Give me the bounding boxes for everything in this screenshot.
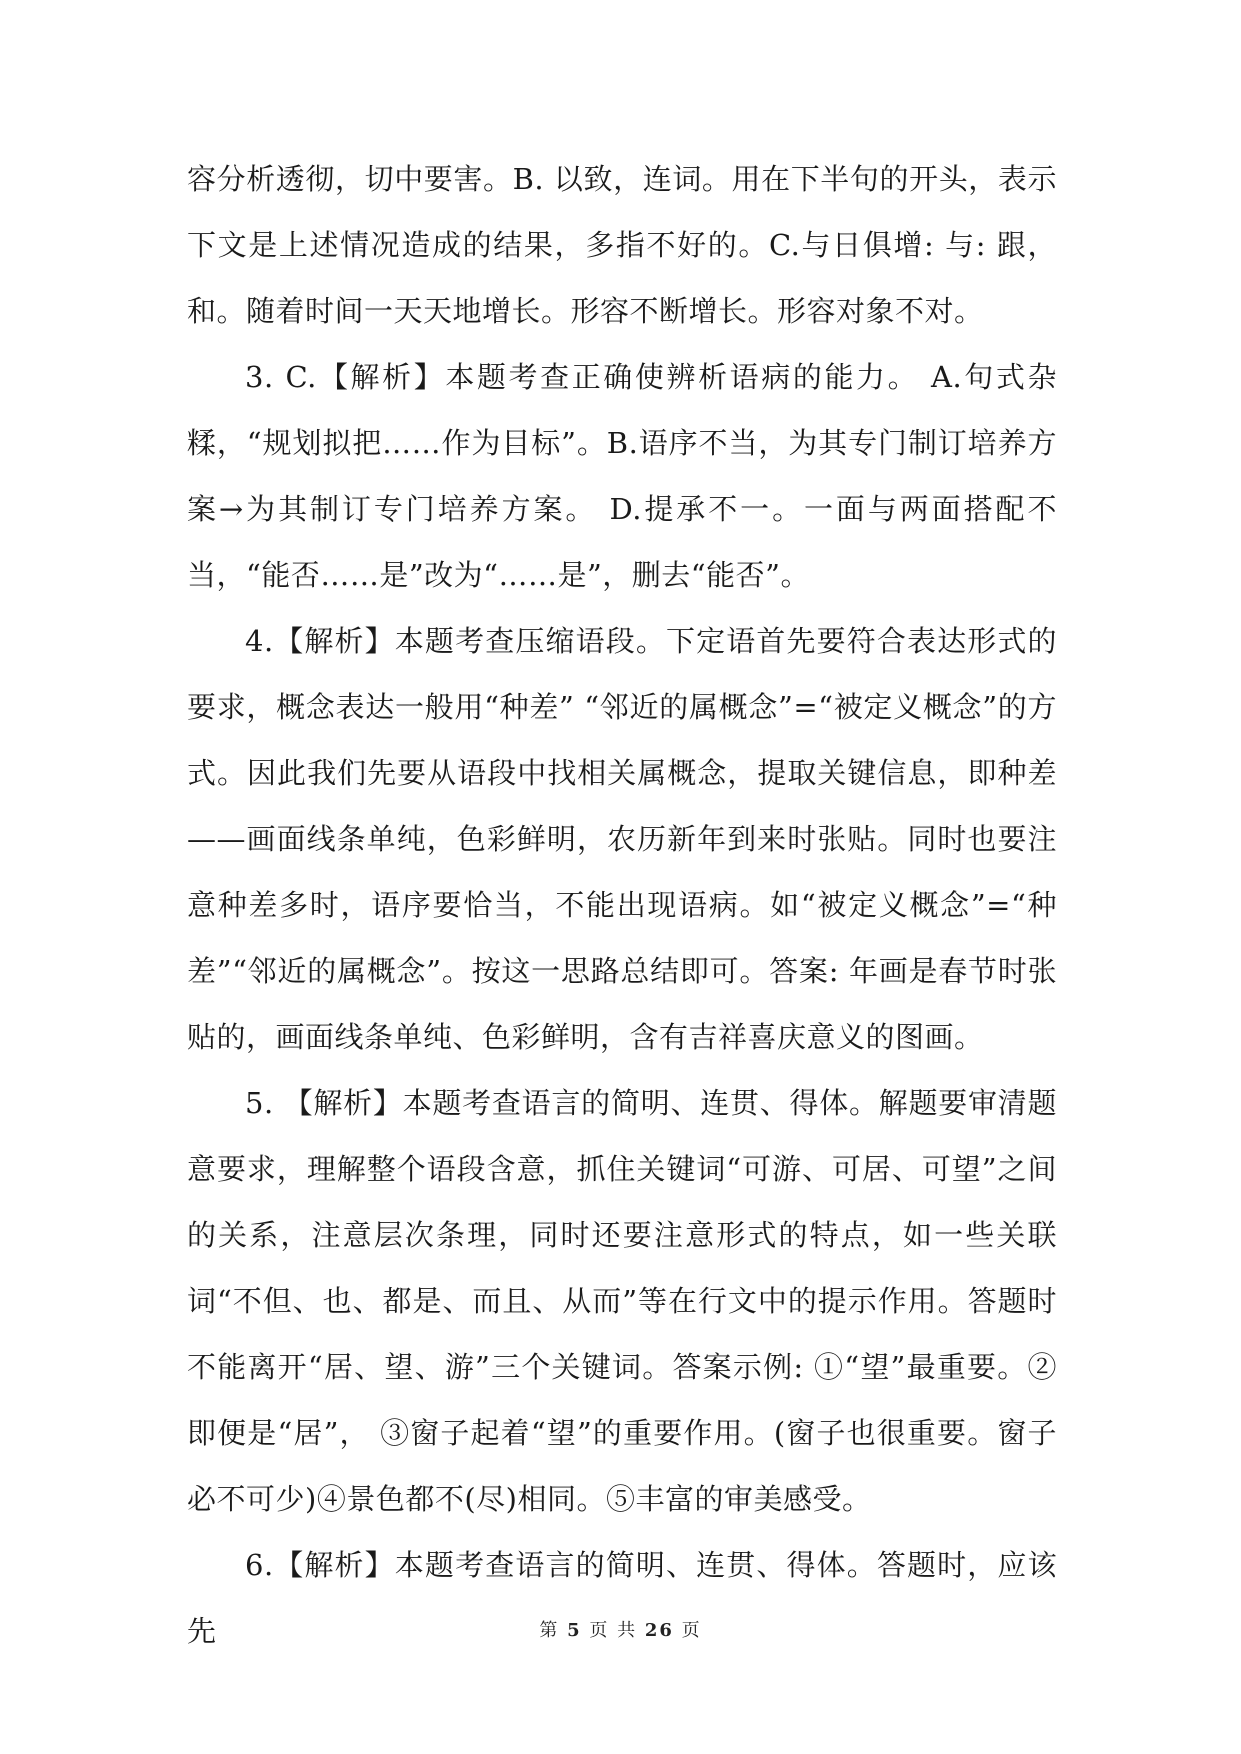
paragraph-answer-4: 4.【解析】本题考查压缩语段。下定语首先要符合表达形式的要求，概念表达一般用“种差” “邻近的属概念”=“被定义概念”的方式。因此我们先要从语段中找相关属概念，提取关键信息，即种差——画面线条单纯，色彩鲜明，农历新年到来时张贴。同时也要注意种差多时，语序要恰当，不能出现语病。如“被定义概念”=“种差”“邻近的属概念”。按这一思路总结即可。答案: 年画是春节时张贴的，画面线条单纯、色彩鲜明，含有吉祥喜庆意义的图画。 xyxy=(187,624,1057,1054)
page-footer xyxy=(0,1616,1241,1642)
paragraph-answer-6: 6.【解析】本题考查语言的简明、连贯、得体。答题时，应该先 xyxy=(187,1548,1057,1648)
footer-total-pages: 26 xyxy=(644,1620,674,1641)
footer-prefix: 第 xyxy=(539,1620,560,1641)
footer-middle: 页 共 xyxy=(589,1620,638,1641)
footer-page-number: 5 xyxy=(567,1620,582,1641)
paragraph-answer-5: 5. 【解析】本题考查语言的简明、连贯、得体。解题要审清题意要求，理解整个语段含意，抓住关键词“可游、可居、可望”之间的关系，注意层次条理，同时还要注意形式的特点，如一些关联词“不但、也、都是、而且、从而”等在行文中的提示作用。答题时不能离开“居、望、游”三个关键词。答案示例: ①“望”最重要。②即便是“居”， ③窗子起着“望”的重要作用。(窗子也很重要。窗子必不可少)④景色都不(尽)相同。⑤丰富的审美感受。 xyxy=(187,1086,1057,1516)
paragraph-continuation: 容分析透彻，切中要害。B. 以致，连词。用在下半句的开头，表示下文是上述情况造成的结果，多指不好的。C.与日俱增: 与: 跟，和。随着时间一天天地增长。形容不断增长。形容对象不对。 xyxy=(187,162,1057,328)
paragraph-answer-3: 3. C.【解析】本题考查正确使辨析语病的能力。 A.句式杂糅，“规划拟把……作为目标”。B.语序不当，为其专门制订培养方案→为其制订专门培养方案。 D.提承不一。一面与两面搭配不当，“能否……是”改为“……是”，删去“能否”。 xyxy=(187,360,1057,592)
footer-suffix: 页 xyxy=(681,1620,702,1641)
document-body xyxy=(187,146,1057,1664)
